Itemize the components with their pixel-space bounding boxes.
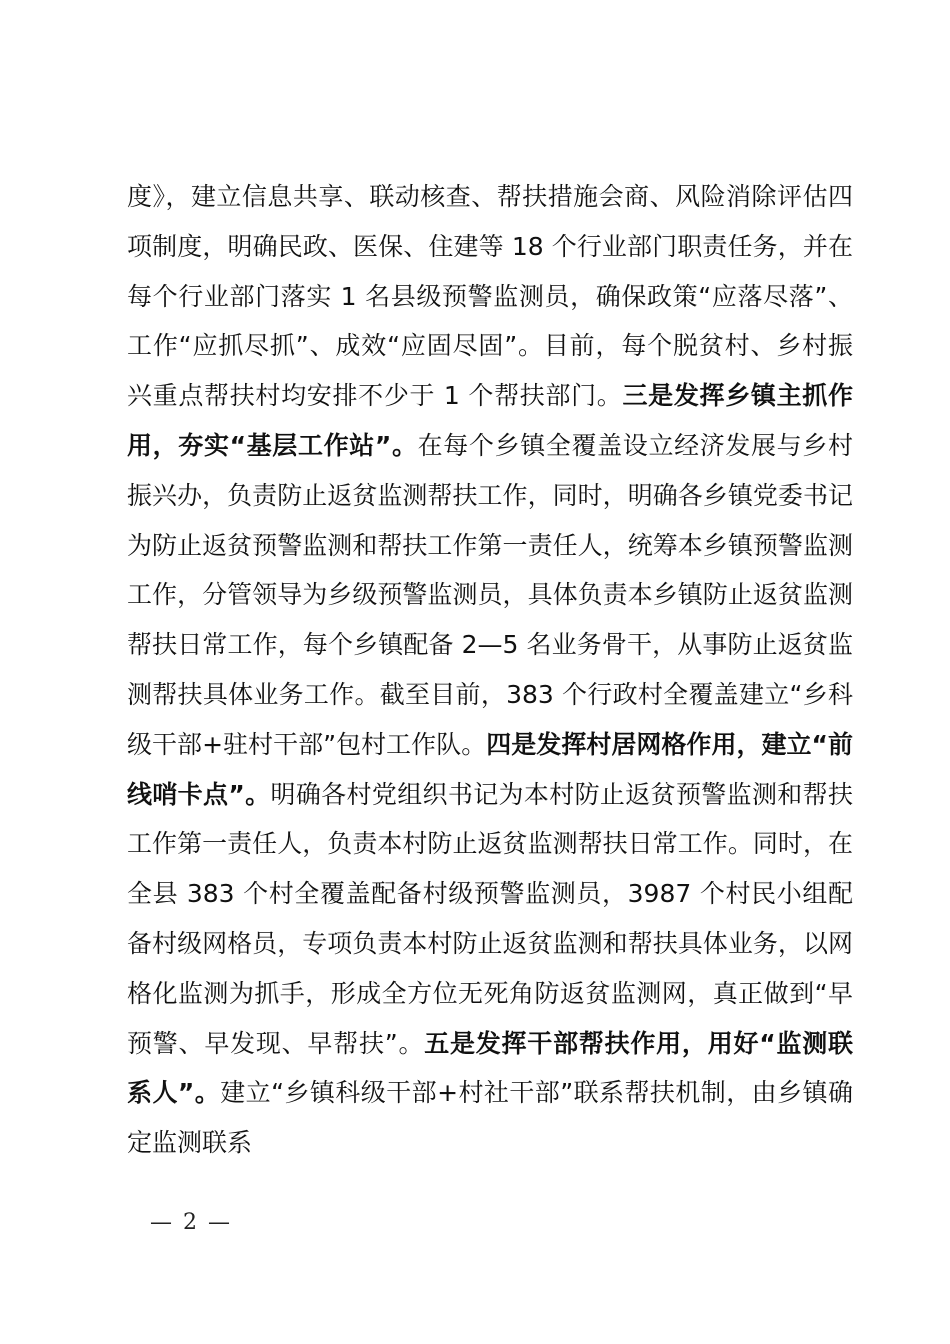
bold-heading-run: 五是发挥干部帮扶作用，用好“监测联系人”。	[127, 1028, 853, 1108]
page-number: — 2 —	[150, 1210, 232, 1235]
text-run: 度》，建立信息共享、联动核查、帮扶措施会商、风险消除评估四项制度，明确民政、医保、住建等 18 个行业部门职责任务，并在每个行业部门落实 1 名县级预警监测员，确保政策“应落尽落”、工作“应抓尽抓”、成效“应固尽固”。目前，每个脱贫村、乡村振兴重点帮扶村均安排不少于 1 个帮扶部门。	[127, 182, 853, 411]
body-paragraph	[127, 172, 853, 1168]
bold-heading-run: 四是发挥村居网格作用，建立“前线哨卡点”。	[127, 729, 853, 809]
text-run: 明确各村党组织书记为本村防止返贫预警监测和帮扶工作第一责任人，负责本村防止返贫监测帮扶日常工作。同时，在全县 383 个村全覆盖配备村级预警监测员，3987 个村民小组配备村级网格员，专项负责本村防止返贫监测和帮扶具体业务，以网格化监测为抓手，形成全方位无死角防返贫监测网，真正做到“早预警、早发现、早帮扶”。	[127, 779, 853, 1058]
text-run: 建立“乡镇科级干部+村社干部”联系帮扶机制，由乡镇确定监测联系	[127, 1078, 853, 1158]
bold-heading-run: 三是发挥乡镇主抓作用，夯实“基层工作站”。	[127, 381, 853, 460]
text-run: 在每个乡镇全覆盖设立经济发展与乡村振兴办，负责防止返贫监测帮扶工作，同时，明确各乡镇党委书记为防止返贫预警监测和帮扶工作第一责任人，统筹本乡镇预警监测工作，分管领导为乡级预警监测员，具体负责本乡镇防止返贫监测帮扶日常工作，每个乡镇配备 2—5 名业务骨干，从事防止返贫监测帮扶具体业务工作。截至目前，383 个行政村全覆盖建立“乡科级干部+驻村干部”包村工作队。	[127, 430, 853, 759]
